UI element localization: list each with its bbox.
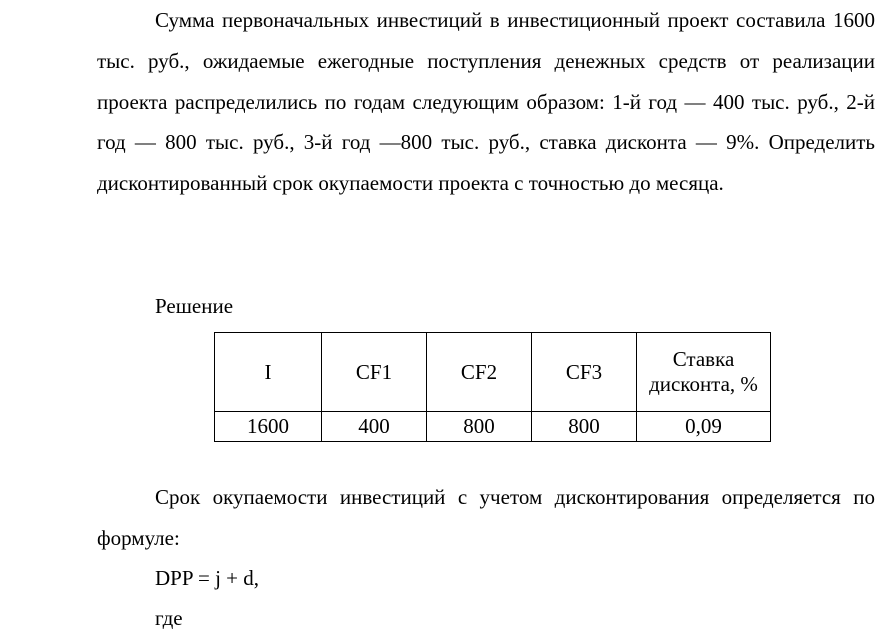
- value-cell-discount-rate: 0,09: [637, 412, 771, 442]
- problem-statement: Сумма первоначальных инвестиций в инвестиционный проект составила 1600 тыс. руб., ожидаемые ежегодные поступления денежных средств от реализации проекта распределились по годам следующим образом: 1-й год — 400 тыс. руб., 2-й год — 800 тыс. руб., 3-й год —800 тыс. руб., ставка дисконта — 9%. Определить дисконтированный срок окупаемости проекта с точностью до месяца.: [97, 8, 875, 196]
- data-table: [214, 332, 771, 442]
- formula: DPP = j + d,: [155, 566, 260, 590]
- formula-intro: Срок окупаемости инвестиций с учетом дисконтирования определяется по формуле:: [97, 485, 875, 550]
- header-cell-discount-rate: Ставка дисконта, %: [637, 333, 771, 412]
- table-row: [215, 412, 771, 442]
- header-cell-cf3: CF3: [532, 333, 637, 412]
- value-cell-cf2: 800: [427, 412, 532, 442]
- table-header-row: [215, 333, 771, 412]
- value-cell-cf1: 400: [322, 412, 427, 442]
- header-cell-cf1: CF1: [322, 333, 427, 412]
- header-cell-i: I: [215, 333, 322, 412]
- value-cell-cf3: 800: [532, 412, 637, 442]
- where-label: где: [155, 606, 183, 630]
- value-cell-i: 1600: [215, 412, 322, 442]
- header-cell-cf2: CF2: [427, 333, 532, 412]
- solution-heading: Решение: [155, 294, 234, 318]
